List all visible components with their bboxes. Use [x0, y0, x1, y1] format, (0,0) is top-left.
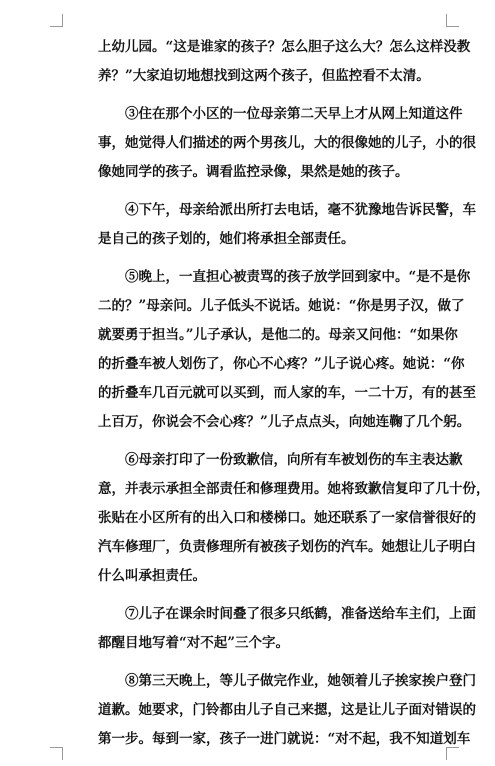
text-line: 张贴在小区所有的出入口和楼梯口。她还联系了一家信誉很好的 [98, 510, 476, 526]
text-line: 第一步。每到一家，孩子一进门就说：“对不起，我不知道划车 [98, 731, 471, 747]
paragraph [66, 196, 476, 254]
paragraph [66, 600, 476, 658]
text-line: 上幼儿园。“这是谁家的孩子？怎么胆子这么大？怎么这样没教 [98, 39, 471, 55]
paragraph [66, 263, 476, 437]
text-line: 像她同学的孩子。调看监控录像，果然是她的孩子。 [98, 164, 409, 180]
text-line: ⑧第三天晚上，等儿子做完作业，她领着儿子挨家挨户登门 [125, 673, 476, 689]
text-line: 事，她觉得人们描述的两个男孩儿，大的很像她的儿子，小的很 [98, 135, 476, 151]
text-line: 汽车修理厂，负责修理所有被孩子划伤的汽车。她想让儿子明白 [98, 539, 476, 555]
text-line: 养？”大家迫切地想找到这两个孩子，但监控看不太清。 [98, 68, 430, 84]
document-body [66, 33, 490, 763]
text-line: 的折叠车被人划伤了，你心不心疼？”儿子说心疼。她说：“你 [98, 356, 465, 372]
text-line: 道歉。她要求，门铃都由儿子自己来摁，这是让儿子面对错误的 [98, 702, 476, 718]
text-line: ③住在那个小区的一位母亲第二天早上才从网上知道这件 [125, 106, 463, 122]
paragraph [66, 100, 476, 187]
text-line: 都醒目地写着“对不起”三个字。 [98, 635, 290, 651]
text-line: ⑥母亲打印了一份致歉信，向所有车被划伤的车主表达歉 [125, 452, 463, 468]
margin-corner-mark [446, 14, 459, 27]
paragraph [66, 667, 476, 754]
text-line: ⑦儿子在课余时间叠了很多只纸鹤，准备送给车主们，上面 [125, 606, 476, 622]
text-line: 二的？”母亲问。儿子低头不说话。她说：“你是男子汉，做了 [98, 298, 465, 314]
text-line: 意，并表示承担全部责任和修理费用。她将致歉信复印了几十份， [98, 481, 490, 497]
paragraph [66, 33, 471, 91]
text-line: ⑤晚上，一直担心被责骂的孩子放学回到家中。“是不是你 [125, 269, 471, 285]
text-line: 什么叫承担责任。 [98, 568, 206, 584]
text-line: 就要勇于担当。”儿子承认，是他二的。母亲又问他：“如果你 [98, 327, 458, 343]
text-line: ④下午，母亲给派出所打去电话，毫不犹豫地告诉民警，车 [125, 202, 476, 218]
margin-corner-mark [50, 14, 63, 27]
text-line: 上百万，你说会不会心疼？”儿子点点头，向她连鞠了几个躬。 [98, 414, 471, 430]
margin-corner-mark [50, 747, 63, 760]
paragraph [66, 446, 490, 591]
text-line: 的折叠车几百元就可以买到，而人家的车，一二十万，有的甚至 [98, 385, 476, 401]
text-line: 是自己的孩子划的，她们将承担全部责任。 [98, 231, 355, 247]
